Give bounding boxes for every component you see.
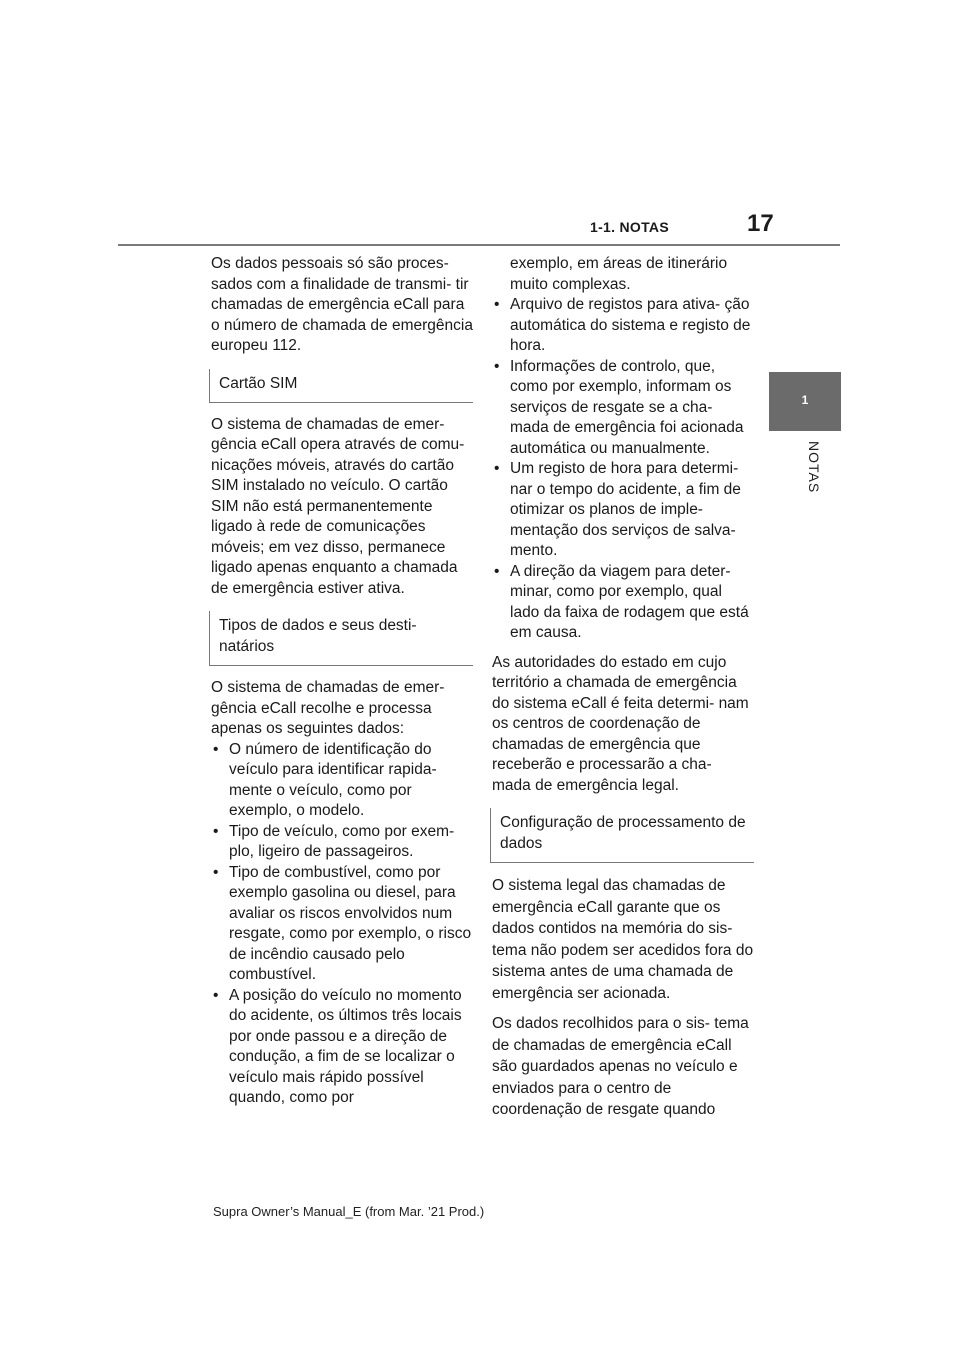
chapter-tab: 1 <box>769 372 841 431</box>
paragraph: O sistema de chamadas de emer- gência eCall recolhe e processa apenas os seguintes dados: <box>211 679 445 737</box>
list-item: • Um registo de hora para determi- nar o tempo do acidente, a fim de otimizar os planos de imple- mentação dos serviços de salva- mento. <box>492 459 754 562</box>
paragraph: Os dados recolhidos para o sis- tema de chamadas de emergência eCall são guardados apenas no veículo e enviados para o centro de coordenação de resgate quando <box>492 1015 749 1118</box>
right-column <box>492 254 754 1130</box>
list-item: • A posição do veículo no momento do acidente, os últimos três locais por onde passou e a direção de condução, a fim de se localizar o veículo mais rápido possível quando, como por <box>211 986 473 1109</box>
paragraph: O sistema legal das chamadas de emergência eCall garante que os dados contidos na memória do sis- tema não podem ser acedidos fora do sistema antes de uma chamada de emergência ser acionada. <box>492 877 754 1002</box>
list-item: • Tipo de veículo, como por exem- plo, ligeiro de passageiros. <box>211 822 473 863</box>
left-column <box>211 254 473 1118</box>
list-item: • O número de identificação do veículo para identificar rapida- mente o veículo, como por exemplo, o modelo. <box>211 740 473 822</box>
bullet-list <box>211 740 473 1109</box>
paragraph: O sistema de chamadas de emer- gência eCall opera através de comu- nicações móveis, através do cartão SIM instalado no veículo. O cartão SIM não está permanentemente ligado à rede de comunicações móveis; em vez disso, permanece ligado apenas enquanto a chamada de emergência estiver ativa. <box>211 415 465 597</box>
list-item: • Tipo de combustível, como por exemplo gasolina ou diesel, para avaliar os riscos envolvidos num resgate, como por exemplo, o risco de incêndio causado pelo combustível. <box>211 863 473 986</box>
footer-text: Supra Owner’s Manual_E (from Mar. ’21 Prod.) <box>213 1204 485 1219</box>
header-divider <box>118 244 840 246</box>
list-item: • Informações de controlo, que, como por exemplo, informam os serviços de resgate se a cha- mada de emergência foi acionada automática ou manualmente. <box>492 357 754 460</box>
paragraph: Os dados pessoais só são proces- sados com a finalidade de transmi- tir chamadas de emergência eCall para o número de chamada de emergência europeu 112. <box>211 255 473 354</box>
paragraph: As autoridades do estado em cujo território a chamada de emergência do sistema eCall é feita determi- nam os centros de coordenação de chamadas de emergência que receberão e processarão a cha- mada de emergência legal. <box>492 653 749 794</box>
list-item: • Arquivo de registos para ativa- ção automática do sistema e registo de hora. <box>492 295 754 357</box>
list-item: • A direção da viagem para deter- minar, como por exemplo, qual lado da faixa de rodagem que está em causa. <box>492 562 754 644</box>
subheading-data-processing: Configuração de processamento de dados <box>490 808 754 863</box>
section-title: 1-1. NOTAS <box>590 219 669 235</box>
chapter-label: NOTAS <box>806 441 822 494</box>
list-item-continuation: exemplo, em áreas de itinerário muito complexas. <box>510 255 728 293</box>
subheading-sim-card: Cartão SIM <box>209 369 473 403</box>
page-number: 17 <box>747 210 774 237</box>
subheading-data-types: Tipos de dados e seus desti- natários <box>209 611 473 666</box>
bullet-list <box>492 254 754 644</box>
